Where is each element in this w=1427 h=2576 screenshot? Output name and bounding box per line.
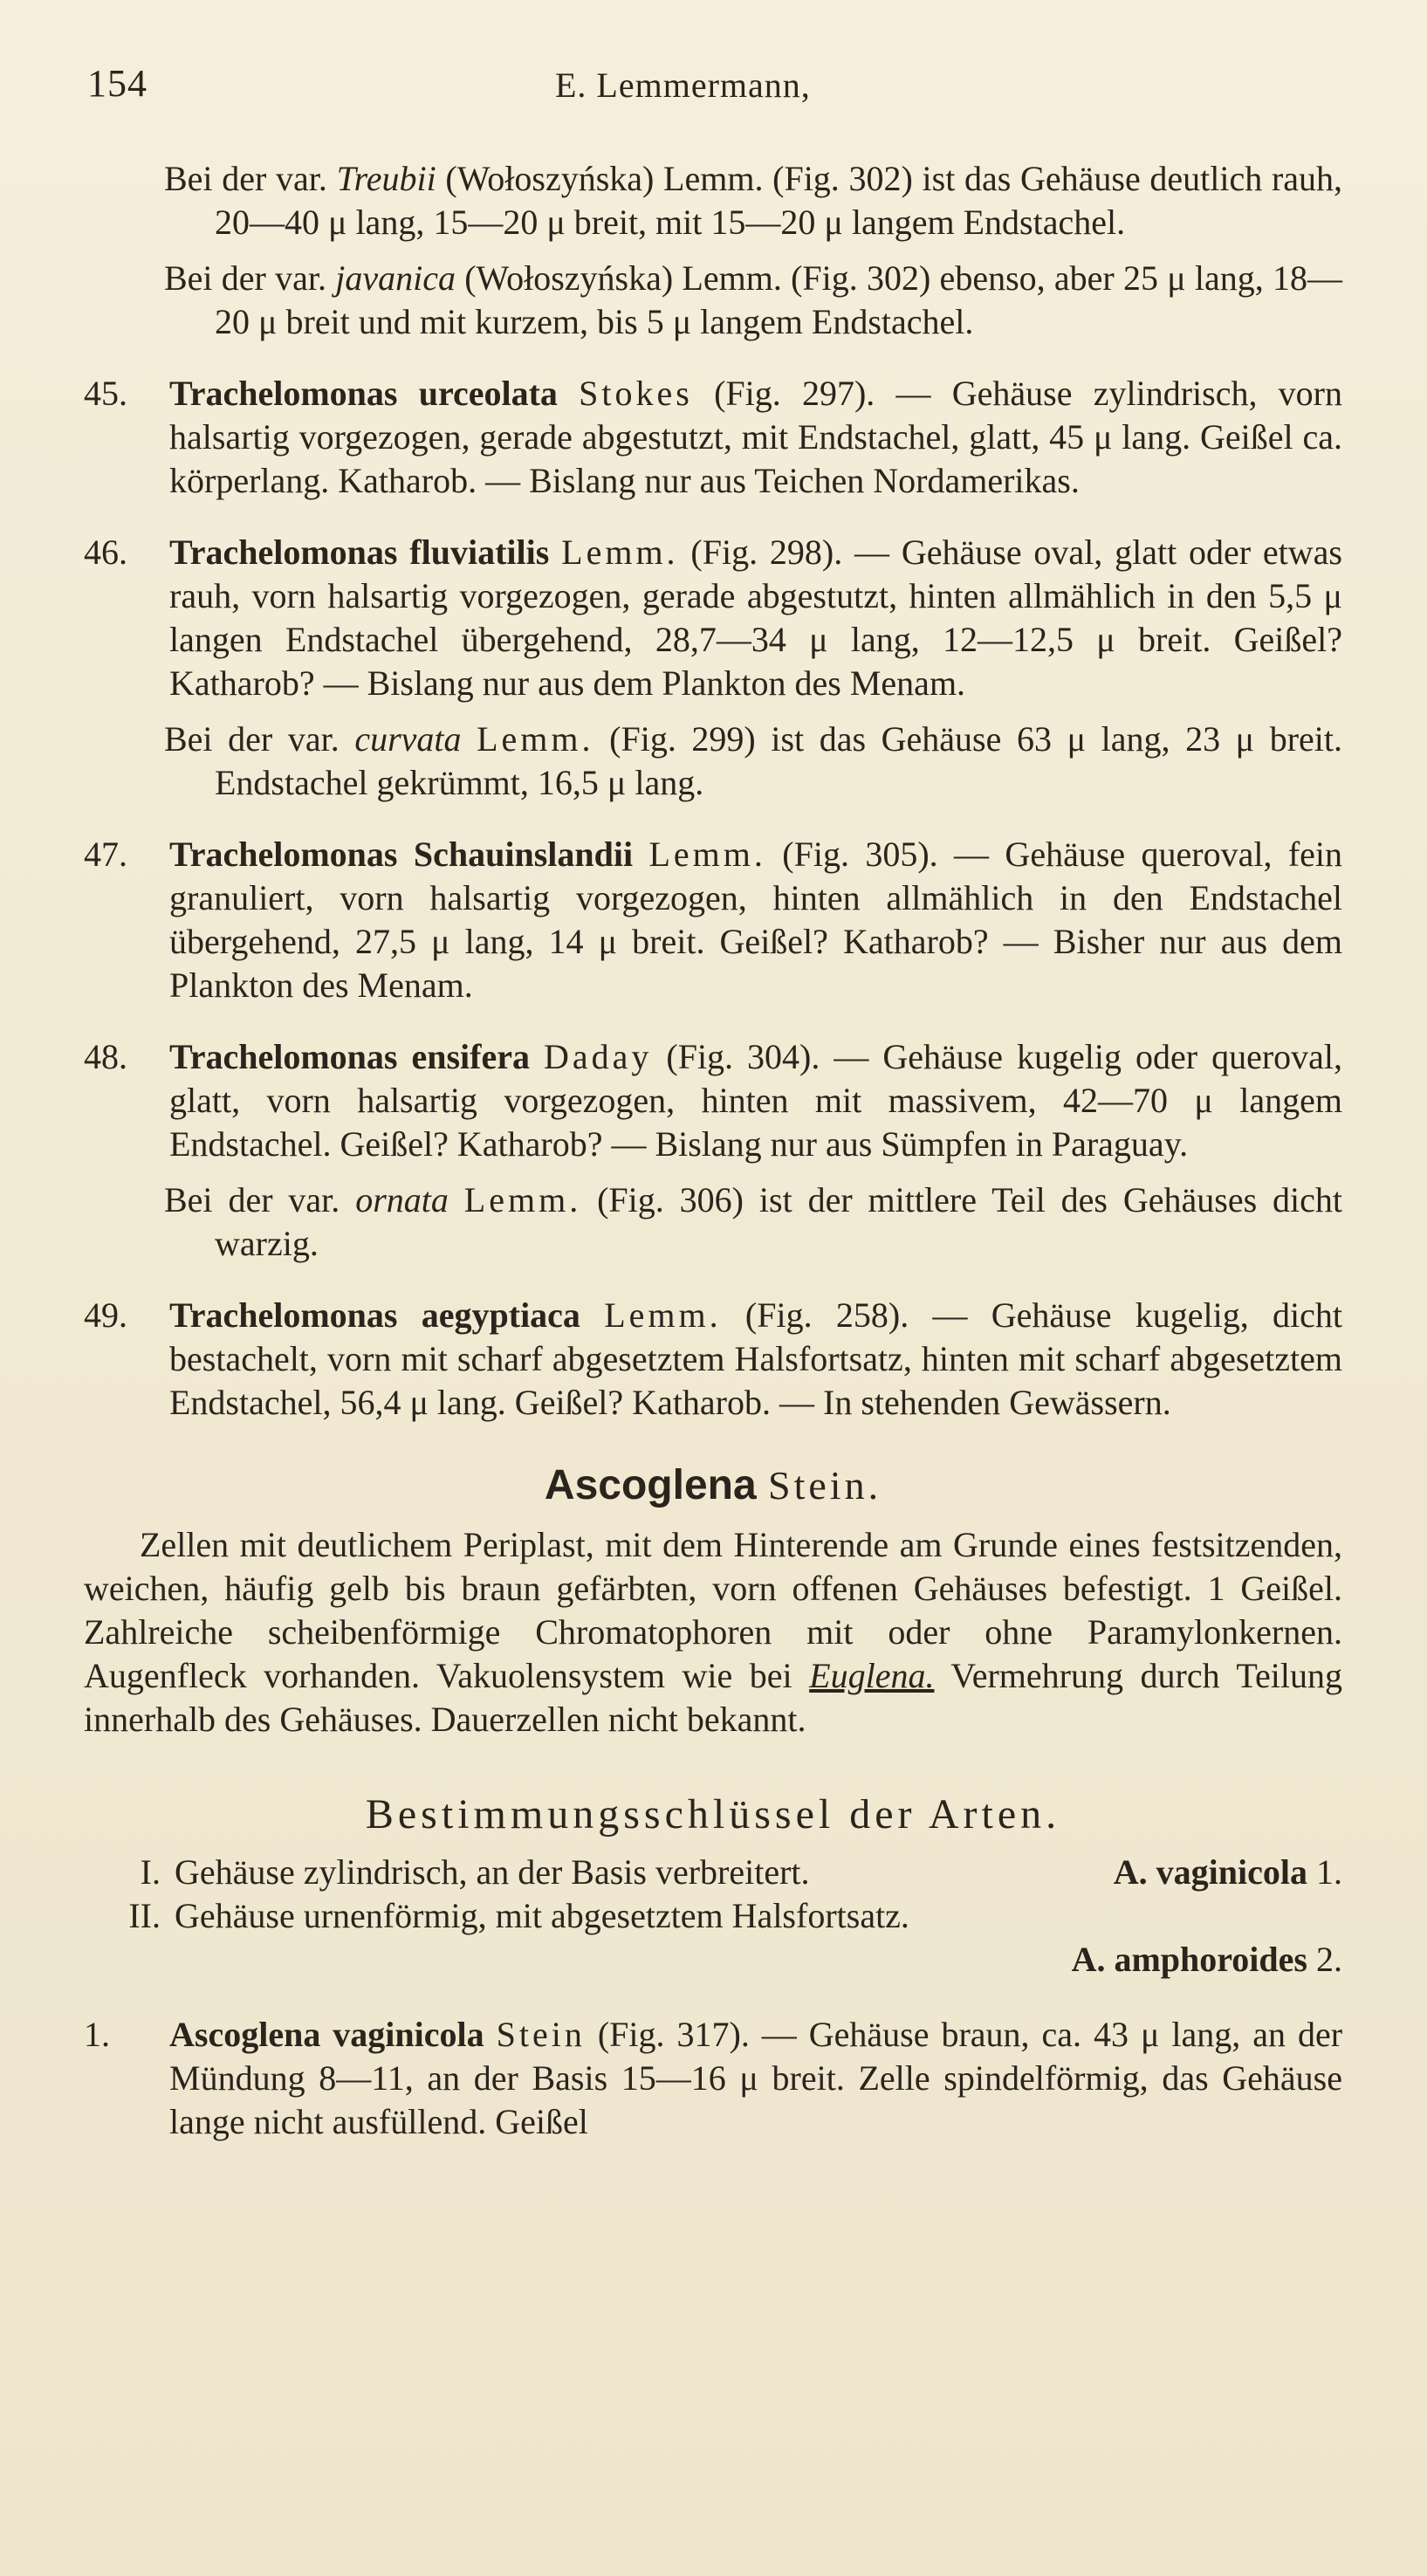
entry-number: 46. [84,532,127,572]
key-line-2 [84,1894,1342,1938]
variety-prefix: Bei der var. [164,258,326,298]
genus-name: Ascoglena [544,1462,757,1508]
variety-name: curvata [354,719,462,759]
key-line-1 [84,1851,1342,1894]
species-entry-49 [84,1294,1342,1425]
key-text: Gehäuse urnenförmig, mit abgesetztem Halsfortsatz. [175,1896,909,1935]
species-author: Stein [496,2015,586,2054]
key-species-number: 2. [1316,1940,1342,1979]
key-result [1072,1938,1342,1982]
page-header [87,61,1344,113]
variety-name: javanica [335,258,456,298]
key-species-name: A. vaginicola [1113,1852,1307,1892]
variety-text: (Wołoszyńska) Lemm. (Fig. 302) ebenso, aber 25 μ lang, 18—20 μ breit und mit kurzem, bis 5 μ langem Endstachel. [215,258,1342,341]
species-name: Trachelomonas fluviatilis [169,532,550,572]
variety-prefix: Bei der var. [164,719,340,759]
species-author: Lemm. [648,835,766,874]
species-entry-48 [84,1035,1342,1166]
species-author: Lemm. [561,532,679,572]
species-name: Trachelomonas urceolata [169,374,558,413]
genus-description [84,1523,1342,1741]
key-species-number: 1. [1316,1852,1342,1892]
species-description: (Fig. 298). — Gehäuse oval, glatt oder etwas rauh, vorn halsartig vorgezogen, gerade abgestutzt, hinten allmählich in den 5,5 μ langen Endstachel übergehend, 28,7—34 μ lang, 12—12,5 μ breit. Geißel? Katharob? — Bislang nur aus dem Plankton des Menam. [169,532,1343,703]
variety-treubii [84,157,1342,244]
variety-prefix: Bei der var. [164,1180,340,1219]
entry-number: 45. [84,374,127,413]
species-description: (Fig. 297). — Gehäuse zylindrisch, vorn halsartig vorgezogen, gerade abgestutzt, mit Endstachel, glatt, 45 μ lang. Geißel ca. körperlang. Katharob. — Bislang nur aus Teichen Nordamerikas. [169,374,1342,500]
key-roman-numeral: II. [128,1896,161,1935]
variety-name: ornata [355,1180,449,1219]
genus-heading [84,1461,1342,1509]
species-entry-45 [84,372,1342,503]
variety-javanica [84,257,1342,344]
key-result [1114,1851,1342,1894]
species-description: (Fig. 305). — Gehäuse queroval, fein granuliert, vorn halsartig vorgezogen, hinten allmählich in den Endstachel übergehend, 27,5 μ lang, 14 μ breit. Geißel? Katharob? — Bisher nur aus dem Plankton des Menam. [169,835,1343,1005]
species-description: (Fig. 317). — Gehäuse braun, ca. 43 μ lang, an der Mündung 8—11, an der Basis 15—16 μ breit. Zelle spindelförmig, das Gehäuse lange nicht ausfüllend. Geißel [169,2015,1343,2141]
variety-name: Treubii [336,159,436,198]
key-text: Gehäuse zylindrisch, an der Basis verbreitert. [175,1852,810,1892]
key-heading: Bestimmungsschlüssel der Arten. [365,1791,1061,1838]
genus-author: Stein. [768,1463,882,1508]
variety-prefix: Bei der var. [164,159,327,198]
genus-description-part: Zellen mit deutlichem Periplast, mit dem Hinterende am Grunde eines festsitzenden, weichen, häufig gelb bis braun gefärbten, vorn offenen Gehäuses befestigt. 1 Geißel. Zahlreiche scheibenförmige Chromatophoren mit oder ohne Paramylonkernen. Augenfleck vorhanden. Vakuolensystem wie bei [84,1525,1342,1695]
variety-curvata [84,718,1342,805]
genus-description-part: Vermehrung durch Teilung innerhalb des Gehäuses. Dauerzellen nicht bekannt. [84,1656,1343,1739]
key-line-2-result [84,1938,1342,1982]
species-author: Stokes [579,374,693,413]
variety-text: (Wołoszyńska) Lemm. (Fig. 302) ist das Gehäuse deutlich rauh, 20—40 μ lang, 15—20 μ breit, mit 15—20 μ langem Endstachel. [215,159,1343,242]
page-body [84,157,1342,2144]
page-number: 154 [87,62,148,105]
variety-text: (Fig. 306) ist der mittlere Teil des Gehäuses dicht warzig. [215,1180,1343,1263]
variety-text: (Fig. 299) ist das Gehäuse 63 μ lang, 23 μ breit. Endstachel gekrümmt, 16,5 μ lang. [215,719,1343,802]
species-name: Trachelomonas Schauinslandii [169,835,634,874]
species-name: Trachelomonas aegyptiaca [169,1295,580,1335]
entry-number: 49. [84,1295,127,1335]
entry-number: 1. [84,2015,110,2054]
key-species-name: A. amphoroides [1071,1940,1307,1979]
species-name: Trachelomonas ensifera [169,1037,530,1076]
entry-number: 47. [84,835,127,874]
variety-author: Lemm. [477,719,594,759]
species-author: Daday [543,1037,653,1076]
variety-author: Lemm. [463,1180,582,1219]
species-author: Lemm. [604,1295,722,1335]
species-entry-1 [84,2013,1342,2144]
genus-reference-euglena: Euglena. [809,1656,935,1695]
species-entry-46 [84,531,1342,705]
species-description: (Fig. 304). — Gehäuse kugelig oder queroval, glatt, vorn halsartig vorgezogen, hinten mit massivem, 42—70 μ langem Endstachel. Geißel? Katharob? — Bislang nur aus Sümpfen in Paraguay. [169,1037,1343,1164]
species-entry-47 [84,833,1342,1007]
variety-ornata [84,1178,1342,1266]
species-name: Ascoglena vaginicola [169,2015,484,2054]
key-roman-numeral: I. [140,1852,161,1892]
running-head: E. Lemmermann, [555,65,811,105]
entry-number: 48. [84,1037,127,1076]
species-description: (Fig. 258). — Gehäuse kugelig, dicht bestachelt, vorn mit scharf abgesetztem Halsfortsatz, hinten mit scharf abgesetztem Endstachel, 56,4 μ lang. Geißel? Katharob. — In stehenden Gewässern. [169,1295,1342,1422]
